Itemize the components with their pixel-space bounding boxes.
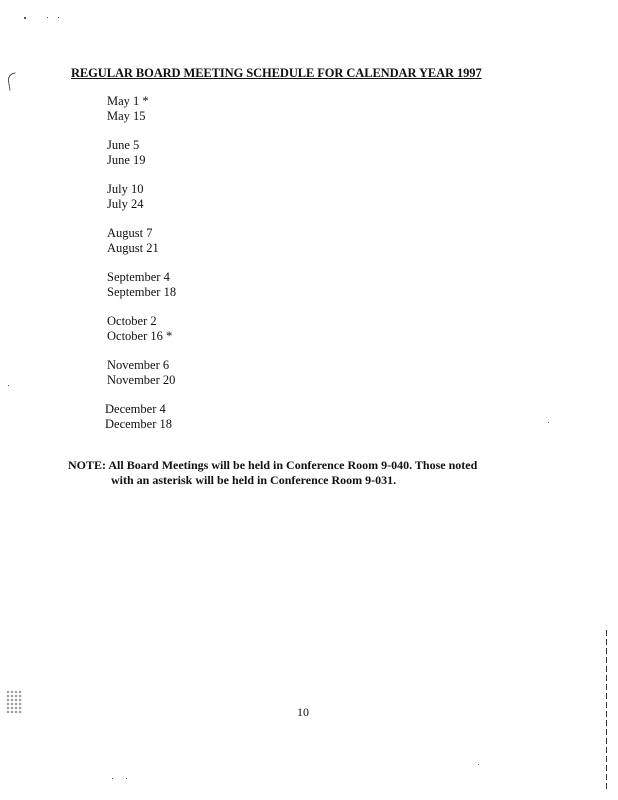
meeting-date: July 10 — [107, 182, 144, 196]
note-line-1: All Board Meetings will be held in Conference Room 9-040. Those noted — [108, 458, 478, 472]
note-label: NOTE: — [68, 458, 107, 472]
meeting-date: August 21 — [107, 241, 159, 255]
scan-speck — [548, 422, 549, 423]
scan-speck — [47, 17, 48, 18]
scan-speck — [8, 385, 9, 386]
month-group-june — [107, 138, 176, 168]
scan-mark — [7, 72, 19, 90]
meeting-date: September 18 — [107, 285, 177, 299]
meeting-schedule — [107, 94, 176, 446]
meeting-date: December 4 — [105, 402, 166, 416]
month-group-july — [107, 182, 176, 212]
note-line-2: with an asterisk will be held in Conference Room 9-031. — [111, 473, 397, 487]
meeting-date: November 20 — [107, 373, 176, 387]
note-paragraph — [68, 458, 508, 488]
month-group-may — [107, 94, 176, 124]
scan-edge-line — [606, 630, 607, 790]
scan-speck — [126, 778, 127, 779]
meeting-date: November 6 — [107, 358, 170, 372]
meeting-date: October 2 — [107, 314, 157, 328]
month-group-september — [107, 270, 176, 300]
meeting-date: September 4 — [107, 270, 170, 284]
scan-speck — [112, 778, 113, 779]
month-group-december — [105, 402, 176, 432]
month-group-november — [107, 358, 176, 388]
meeting-date: May 15 — [107, 109, 146, 123]
month-group-october — [107, 314, 176, 344]
page-number: 10 — [297, 705, 309, 719]
scan-smudge — [6, 690, 22, 714]
meeting-date: June 5 — [107, 138, 140, 152]
scan-speck — [478, 764, 479, 765]
meeting-date: August 7 — [107, 226, 153, 240]
meeting-date: December 18 — [105, 417, 172, 431]
scan-speck — [24, 17, 26, 19]
meeting-date: July 24 — [107, 197, 144, 211]
meeting-date: October 16 * — [107, 329, 173, 343]
meeting-date: June 19 — [107, 153, 146, 167]
scan-speck — [58, 17, 59, 18]
month-group-august — [107, 226, 176, 256]
page-title: REGULAR BOARD MEETING SCHEDULE FOR CALENDAR YEAR 1997 — [71, 66, 482, 80]
meeting-date: May 1 * — [107, 94, 149, 108]
